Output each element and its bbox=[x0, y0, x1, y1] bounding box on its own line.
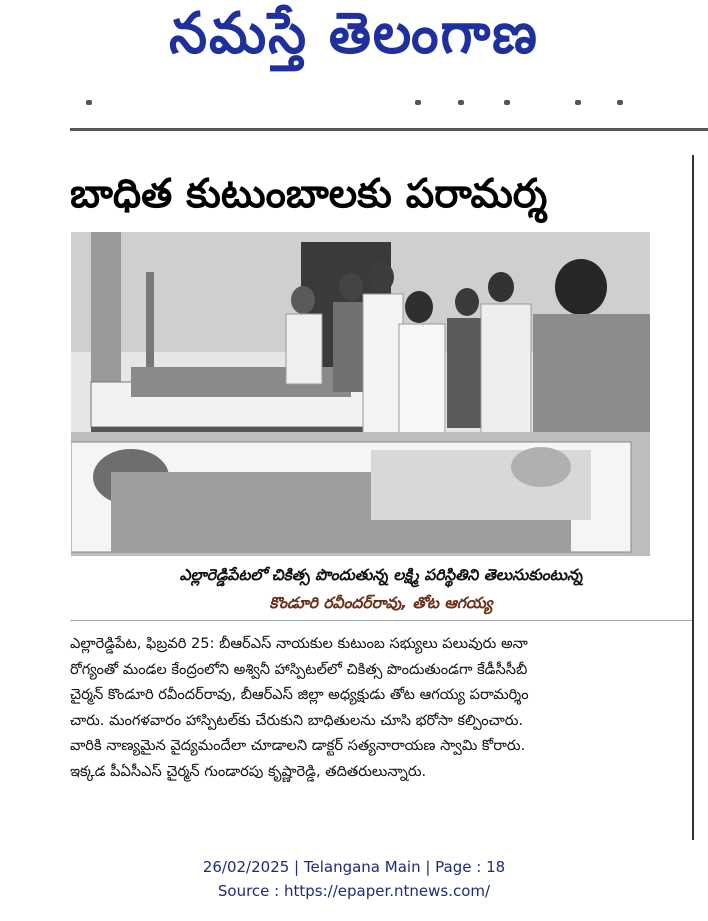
header-dots bbox=[70, 100, 708, 110]
body-line: ఎల్లారెడ్డిపేట, ఫిబ్రవరి 25: బీఆర్‌ఎస్ నాయకుల కుటుంబ సభ్యులు పలువురు అనా bbox=[70, 635, 528, 652]
body-line: చైర్మన్ కొండూరి రవీందర్‌రావు, బీఆర్‌ఎస్ జిల్లా అధ్యక్షుడు తోట ఆగయ్య పరామర్శిం bbox=[70, 686, 529, 703]
photo-caption bbox=[70, 561, 692, 617]
caption-divider bbox=[70, 620, 692, 621]
caption-line-1: ఎల్లారెడ్డిపేటలో చికిత్స పొందుతున్న లక్ష్మి పరిస్థితిని తెలుసుకుంటున్న bbox=[179, 566, 583, 584]
header-dot bbox=[617, 100, 623, 105]
header-divider bbox=[70, 128, 708, 131]
body-line: రోగ్యంతో మండల కేంద్రంలోని అశ్వినీ హాస్పిటల్‌లో చికిత్స పొందుతుండగా కేడీసీసీబీ bbox=[70, 660, 528, 678]
header-dot bbox=[504, 100, 510, 105]
header-dot bbox=[415, 100, 421, 105]
newspaper-logo: నమస్తే తెలంగాణ bbox=[169, 0, 539, 66]
article-body bbox=[70, 631, 686, 784]
body-line: చారు. మంగళవారం హాస్పిటల్‌కు చేరుకుని బాధితులను చూసి భరోసా కల్పించారు. bbox=[70, 711, 524, 729]
body-line: వారికి నాణ్యమైన వైద్యమందేలా చూడాలని డాక్టర్ సత్యనారాయణ స్వామి కోరారు. bbox=[70, 737, 526, 754]
hospital-visit-photo bbox=[71, 232, 650, 556]
header-dot bbox=[575, 100, 581, 105]
footer-date-edition: 26/02/2025 | Telangana Main | Page : 18 bbox=[202, 858, 506, 876]
column-divider bbox=[692, 155, 694, 840]
article-headline: బాధిత కుటుంబాలకు పరామర్శ bbox=[70, 171, 548, 217]
caption-line-2: కొండూరి రవీందర్‌రావు, తోట ఆగయ్య bbox=[269, 594, 493, 612]
footer-source[interactable]: Source : https://epaper.ntnews.com/ bbox=[217, 882, 491, 900]
body-line: ఇక్కడ పీఏసీఎస్ చైర్మన్ గుండారపు కృష్ణారెడ్డి, తదితరులున్నారు. bbox=[70, 762, 427, 780]
header-dot bbox=[86, 100, 92, 105]
masthead bbox=[0, 0, 708, 80]
page-footer bbox=[0, 855, 708, 903]
header-dot bbox=[458, 100, 464, 105]
article-photo bbox=[71, 232, 650, 556]
